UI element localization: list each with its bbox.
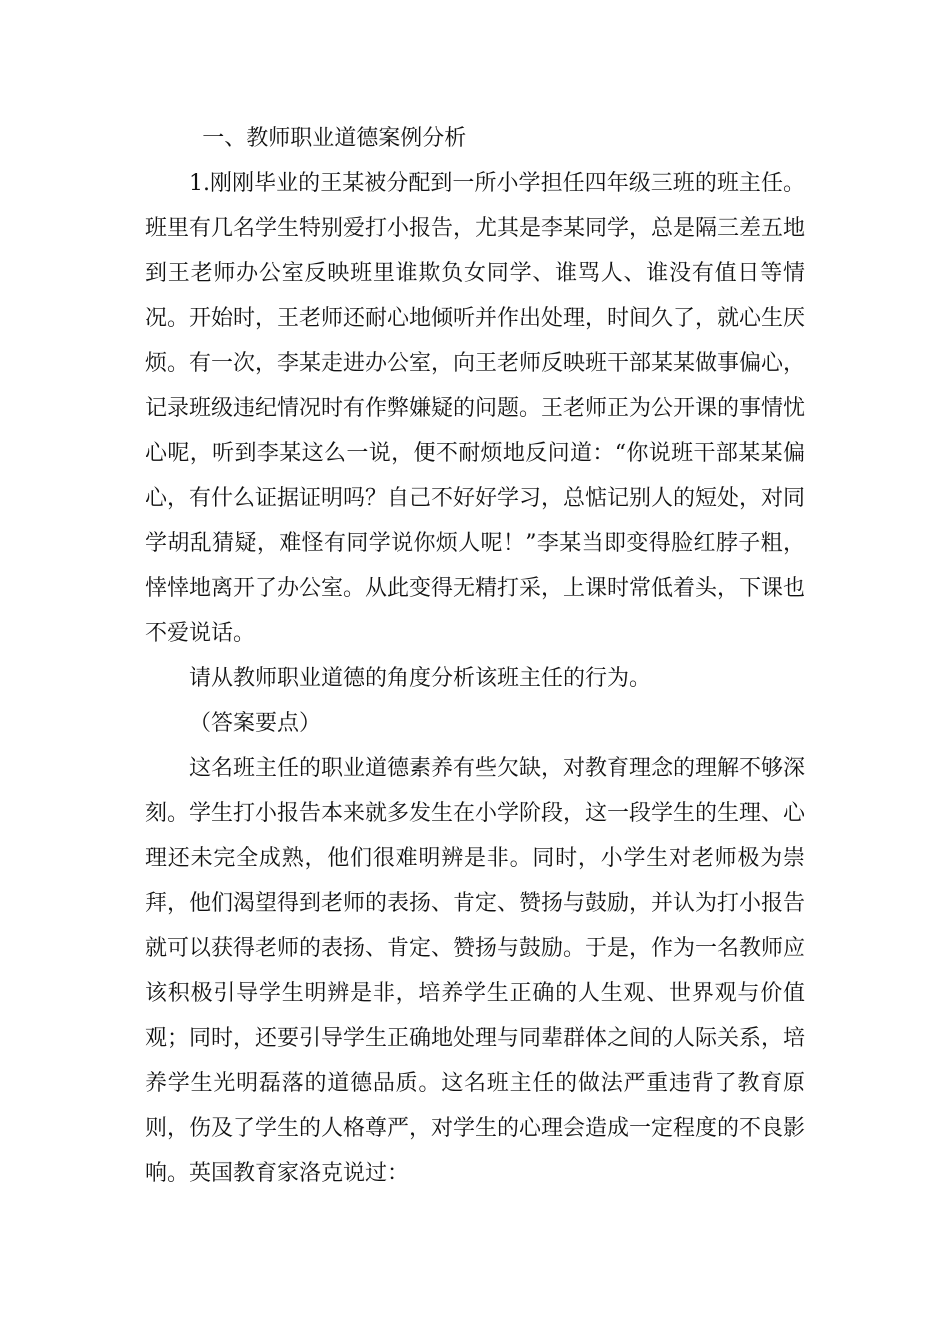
answer-paragraph: 这名班主任的职业道德素养有些欠缺，对教育理念的理解不够深刻。学生打小报告本来就多发生在小学阶段，这一段学生的生理、心理还未完全成熟，他们很难明辨是非。同时，小学生对老师极为崇拜，他们渴望得到老师的表扬、肯定、赞扬与鼓励，并认为打小报告就可以获得老师的表扬、肯定、赞扬与鼓励。于是，作为一名教师应该积极引导学生明辨是非，培养学生正确的人生观、世界观与价值观；同时，还要引导学生正确地处理与同辈群体之间的人际关系，培养学生光明磊落的道德品质。这名班主任的做法严重违背了教育原则，伤及了学生的人格尊严，对学生的心理会造成一定程度的不良影响。英国教育家洛克说过： bbox=[145, 756, 806, 1186]
case-paragraph: 1.刚刚毕业的王某被分配到一所小学担任四年级三班的班主任。班里有几名学生特别爱打小报告，尤其是李某同学，总是隔三差五地到王老师办公室反映班里谁欺负女同学、谁骂人、谁没有值日等情况。开始时，王老师还耐心地倾听并作出处理，时间久了，就心生厌烦。有一次，李某走进办公室，向王老师反映班干部某某做事偏心，记录班级违纪情况时有作弊嫌疑的问题。王老师正为公开课的事情忧心呢，听到李某这么一说，便不耐烦地反问道：“你说班干部某某偏心，有什么证据证明吗？自己不好好学习，总惦记别人的短处，对同学胡乱猜疑，难怪有同学说你烦人呢！”李某当即变得脸红脖子粗，悻悻地离开了办公室。从此变得无精打采，上课时常低着头，下课也不爱说话。 bbox=[145, 171, 806, 646]
document-body bbox=[145, 116, 805, 1196]
section-heading: 一、教师职业道德案例分析 bbox=[202, 126, 467, 151]
question-paragraph: 请从教师职业道德的角度分析该班主任的行为。 bbox=[189, 666, 652, 691]
answer-label: （答案要点） bbox=[189, 711, 322, 736]
